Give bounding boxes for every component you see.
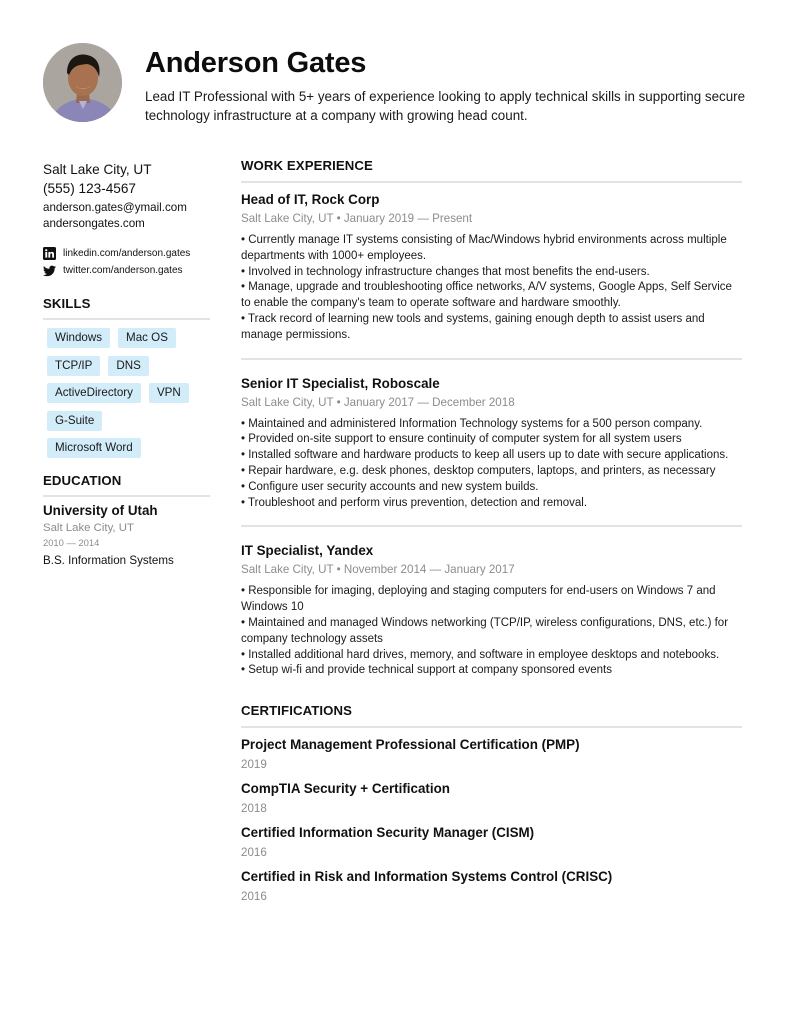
professional-summary: Lead IT Professional with 5+ years of experience looking to apply technical skills in supporting secure technology infrastructure at a company with growing head count. xyxy=(145,89,746,123)
job-bullet: • Involved in technology infrastructure changes that most benefits the end-users. xyxy=(241,265,650,278)
job-bullet: • Troubleshoot and perform virus prevention, detection and removal. xyxy=(241,496,588,509)
job-bullet: • Provided on-site support to ensure continuity of computer system for all system users xyxy=(241,433,682,446)
job-bullets xyxy=(241,233,742,344)
contact-location: Salt Lake City, UT xyxy=(43,162,152,177)
job-meta: Salt Lake City, UT • January 2019 — Present xyxy=(241,212,473,225)
skill-tag: Mac OS xyxy=(118,328,176,348)
skills-heading: SKILLS xyxy=(43,296,91,311)
skill-tag: Windows xyxy=(47,328,110,348)
right-column xyxy=(241,158,742,903)
certification-year: 2019 xyxy=(241,758,267,772)
candidate-name: Anderson Gates xyxy=(145,47,367,79)
skill-tag: ActiveDirectory xyxy=(47,383,141,403)
skill-tag: VPN xyxy=(149,383,189,403)
twitter-link[interactable]: twitter.com/anderson.gates xyxy=(63,265,183,276)
contact-email[interactable]: anderson.gates@ymail.com xyxy=(43,201,187,214)
twitter-icon xyxy=(43,264,56,277)
profile-photo-icon xyxy=(43,43,122,122)
education-school: University of Utah xyxy=(43,502,158,518)
job-title: Senior IT Specialist, Roboscale xyxy=(241,375,440,391)
linkedin-icon xyxy=(43,247,56,260)
contact-phone: (555) 123-4567 xyxy=(43,181,136,196)
education-entry xyxy=(43,503,210,569)
job-entry xyxy=(241,183,742,344)
job-entry xyxy=(241,360,742,512)
linkedin-link[interactable]: linkedin.com/anderson.gates xyxy=(63,248,191,259)
certification-year: 2016 xyxy=(241,890,267,904)
certification-name: Certified Information Security Manager (CISM) xyxy=(241,825,535,841)
job-bullets xyxy=(241,584,742,679)
job-bullet: • Manage, upgrade and troubleshooting office networks, A/V systems, Google Apps, Self Service to enable the company's team to operate software and hardware smoothly. xyxy=(241,281,732,310)
certifications-heading: CERTIFICATIONS xyxy=(241,703,353,719)
work-experience-heading: WORK EXPERIENCE xyxy=(241,158,373,173)
job-meta: Salt Lake City, UT • January 2017 — December 2018 xyxy=(241,395,515,409)
certification-entry xyxy=(241,728,742,771)
social-twitter[interactable] xyxy=(43,262,210,279)
avatar xyxy=(43,43,122,122)
skill-tag: Microsoft Word xyxy=(47,438,141,458)
skill-tag: DNS xyxy=(108,356,148,376)
job-title: Head of IT, Rock Corp xyxy=(241,192,380,207)
certification-year: 2016 xyxy=(241,846,267,860)
education-years: 2010 — 2014 xyxy=(43,536,100,548)
job-title: IT Specialist, Yandex xyxy=(241,543,374,559)
skill-tag: TCP/IP xyxy=(47,356,100,376)
job-bullet: • Maintained and administered Information Technology systems for a 500 person company. xyxy=(241,417,703,430)
job-bullet: • Track record of learning new tools and systems, gaining enough depth to assist users and manage permissions. xyxy=(241,312,705,341)
job-bullet: • Installed additional hard drives, memory, and software in employee desktops and notebooks. xyxy=(241,648,720,661)
education-location: Salt Lake City, UT xyxy=(43,521,134,534)
skill-tag: G-Suite xyxy=(47,411,102,431)
certification-year: 2018 xyxy=(241,802,267,816)
job-bullet: • Configure user security accounts and new system builds. xyxy=(241,480,539,493)
education-heading: EDUCATION xyxy=(43,472,122,488)
left-column xyxy=(43,160,210,569)
certification-entry xyxy=(241,815,742,859)
job-entry xyxy=(241,527,742,679)
education-degree: B.S. Information Systems xyxy=(43,553,174,567)
social-linkedin[interactable] xyxy=(43,245,210,262)
job-bullet: • Repair hardware, e.g. desk phones, desktop computers, laptops, and printers, as necessary xyxy=(241,464,716,477)
certification-name: CompTIA Security + Certification xyxy=(241,781,450,797)
job-bullet: • Maintained and managed Windows networking (TCP/IP, wireless configurations, DNS, etc.) for company technology assets xyxy=(241,616,729,645)
job-bullets xyxy=(241,417,742,512)
resume-header xyxy=(43,43,763,123)
certification-name: Project Management Professional Certification (PMP) xyxy=(241,737,580,753)
contact-website[interactable]: andersongates.com xyxy=(43,217,145,230)
job-bullet: • Setup wi-fi and provide technical support at company sponsored events xyxy=(241,664,612,677)
skills-list xyxy=(43,328,210,466)
certification-entry xyxy=(241,859,742,903)
certification-name: Certified in Risk and Information Systems Control (CRISC) xyxy=(241,869,613,885)
job-bullet: • Installed software and hardware products to keep all users up to date with secure applications. xyxy=(241,449,729,462)
job-bullet: • Responsible for imaging, deploying and staging computers for end-users on Windows 7 and Windows 10 xyxy=(241,585,716,614)
job-meta: Salt Lake City, UT • November 2014 — January 2017 xyxy=(241,563,515,577)
certification-entry xyxy=(241,771,742,815)
job-bullet: • Currently manage IT systems consisting of Mac/Windows hybrid environments across multiple departments with 1000+ employees. xyxy=(241,234,727,262)
